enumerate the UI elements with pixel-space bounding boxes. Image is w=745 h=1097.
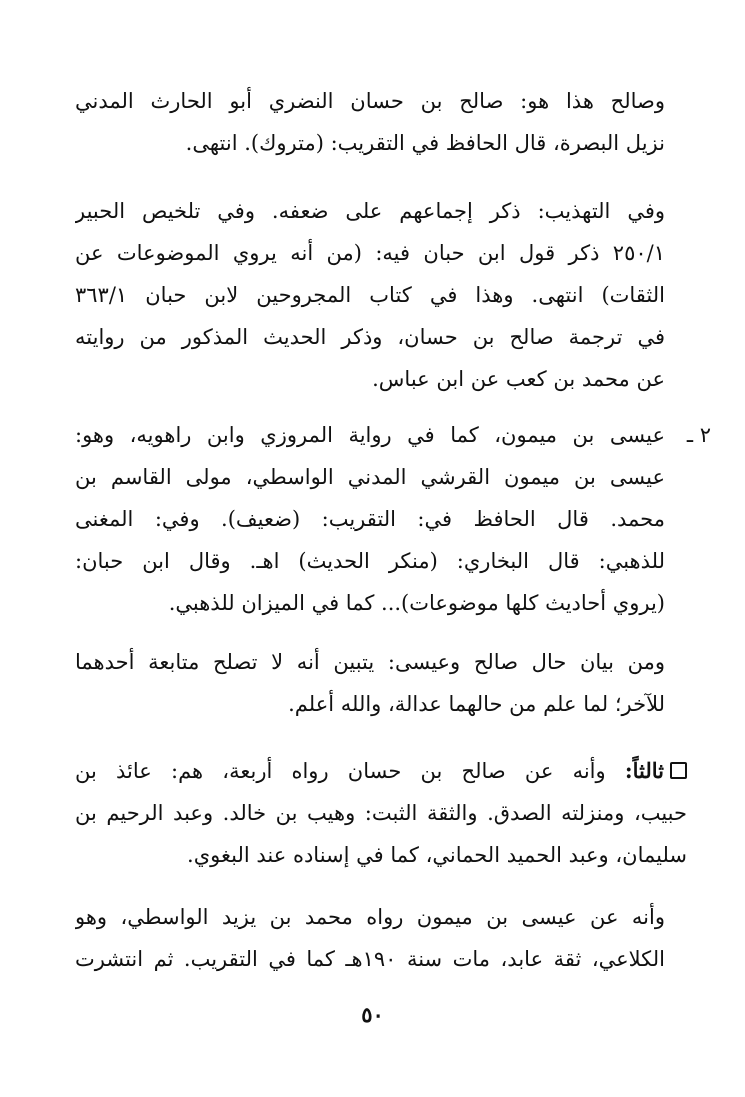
text-line: عيسى بن ميمون القرشي المدني الواسطي، مولى القاسم بن — [75, 465, 665, 489]
text-line: للآخر؛ لما علم من حالهما عدالة، والله أعلم. — [288, 692, 665, 716]
paragraph-5 — [75, 750, 687, 876]
text-line: للذهبي: قال البخاري: (منكر الحديث) اهـ. وقال ابن حبان: — [75, 549, 665, 573]
text-line: محمد. قال الحافظ في: التقريب: (ضعيف). وفي: المغنى — [75, 507, 665, 531]
text-line: وصالح هذا هو: صالح بن حسان النضري أبو الحارث المدني — [75, 89, 665, 113]
text-line: سليمان، وعبد الحميد الحماني، كما في إسناده عند البغوي. — [187, 843, 687, 867]
text-line: عيسى بن ميمون، كما في رواية المروزي وابن راهويه، وهو: — [75, 423, 665, 447]
text-line: وأنه عن عيسى بن ميمون رواه محمد بن يزيد الواسطي، وهو — [75, 905, 665, 929]
page-number: ٥٠ — [361, 1002, 384, 1027]
square-bullet-icon — [670, 762, 687, 779]
paragraph-3 — [75, 414, 665, 624]
text-line: نزيل البصرة، قال الحافظ في التقريب: (متروك). انتهى. — [185, 131, 665, 155]
text-line: في ترجمة صالح بن حسان، وذكر الحديث المذكور من روايته — [75, 325, 665, 349]
paragraph-6 — [75, 896, 665, 980]
paragraph-4 — [75, 641, 665, 725]
text-line: عن محمد بن كعب عن ابن عباس. — [372, 367, 665, 391]
text-line: (يروي أحاديث كلها موضوعات)... كما في الميزان للذهبي. — [168, 591, 665, 615]
text-line — [75, 750, 687, 792]
text-line: الثقات) انتهى. وهذا في كتاب المجروحين لابن حبان ٣٦٣/١ — [75, 283, 665, 307]
paragraph-2 — [75, 190, 665, 400]
text-line: وفي التهذيب: ذكر إجماعهم على ضعفه. وفي تلخيص الحبير — [75, 199, 665, 223]
text-line: ٢٥٠/١ ذكر قول ابن حبان فيه: (من أنه يروي الموضوعات عن — [75, 241, 665, 265]
text-line: الكلاعي، ثقة عابد، مات سنة ١٩٠هـ كما في التقريب. ثم انتشرت — [75, 947, 665, 971]
text-line: ومن بيان حال صالح وعيسى: يتبين أنه لا تصلح متابعة أحدهما — [75, 650, 665, 674]
text-line: حبيب، ومنزلته الصدق. والثقة الثبت: وهيب بن خالد. وعبد الرحيم بن — [75, 801, 687, 825]
list-number-marker: ٢ ـ — [686, 423, 711, 447]
paragraph-1 — [75, 80, 665, 164]
section-heading: ثالثاً: — [624, 758, 664, 783]
text-fragment: وأنه عن صالح بن حسان رواه أربعة، هم: عائذ بن — [75, 759, 606, 783]
